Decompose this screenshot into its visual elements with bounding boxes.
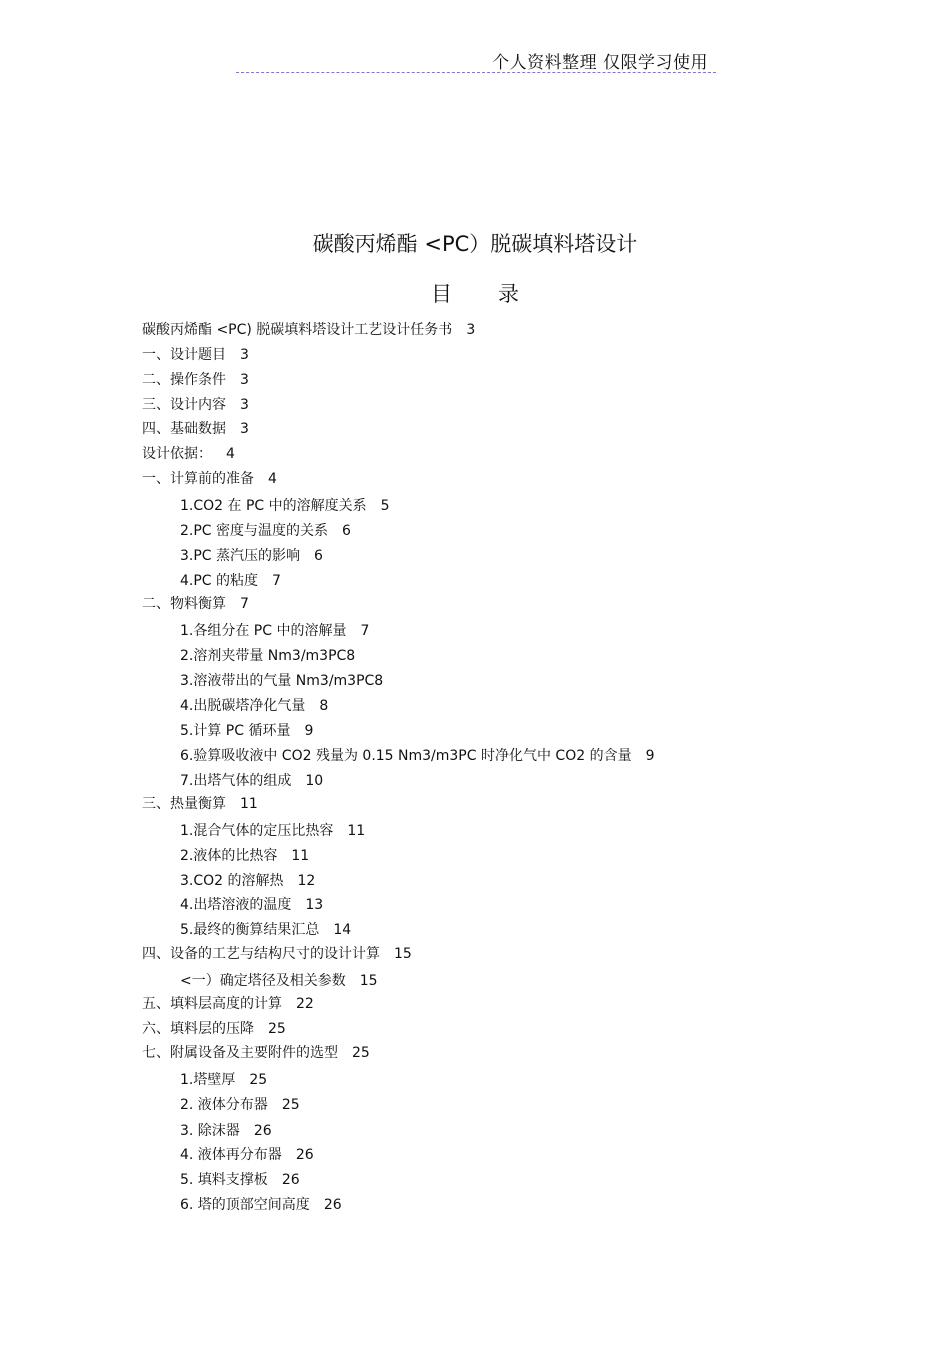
- toc-entry[interactable]: [142, 1017, 286, 1041]
- toc-entry-title: 3. 除沫器: [180, 1123, 240, 1139]
- toc-entry[interactable]: [180, 893, 323, 917]
- toc-entry-page: 3: [240, 372, 249, 388]
- toc-entry[interactable]: [180, 669, 383, 693]
- toc-entry[interactable]: [180, 1168, 300, 1192]
- toc-entry[interactable]: [180, 744, 655, 768]
- toc-entry[interactable]: [142, 942, 412, 966]
- toc-entry-title: 2.PC 密度与温度的关系: [180, 523, 329, 539]
- toc-entry[interactable]: [180, 619, 369, 643]
- toc-entry-page: 3: [466, 322, 476, 338]
- toc-entry-title: 碳酸丙烯酯 <PC) 脱碳填料塔设计工艺设计任务书: [142, 322, 453, 338]
- toc-entry[interactable]: [180, 869, 315, 893]
- toc-entry[interactable]: [180, 1143, 314, 1167]
- toc-entry-page: 6: [314, 548, 323, 564]
- toc-entry[interactable]: [180, 918, 351, 942]
- toc-entry[interactable]: [142, 442, 235, 466]
- toc-entry-page: 15: [359, 973, 378, 989]
- toc-entry-title: 二、物料衡算: [142, 596, 226, 612]
- toc-entry[interactable]: [180, 969, 378, 993]
- toc-entry-title: 6.验算吸收液中 CO2 残量为 0.15 Nm3/m3PC 时净化气中 CO2 的含量: [180, 748, 632, 764]
- toc-entry-page: 15: [394, 946, 412, 962]
- toc-entry-page: 13: [305, 897, 324, 913]
- toc-entry-title: 3.PC 蒸汽压的影响: [180, 548, 301, 564]
- toc-entry-page: 26: [323, 1197, 342, 1213]
- toc-entry[interactable]: [180, 519, 351, 543]
- toc-entry[interactable]: [180, 844, 309, 868]
- toc-entry[interactable]: [180, 1093, 300, 1117]
- toc-entry-page: 5: [380, 498, 390, 514]
- toc-entry-title: 1.各组分在 PC 中的溶解量: [180, 623, 347, 639]
- toc-entry[interactable]: [142, 1041, 370, 1065]
- toc-entry-title: 一、计算前的准备: [142, 471, 254, 487]
- toc-entry-page: 12: [297, 873, 316, 889]
- toc-entry-title: 1.塔壁厚: [180, 1072, 236, 1088]
- toc-entry-title: 三、设计内容: [142, 397, 226, 413]
- toc-entry[interactable]: [180, 1193, 342, 1217]
- toc-entry-title: 5. 填料支撑板: [180, 1172, 268, 1188]
- toc-entry[interactable]: [180, 1119, 272, 1143]
- toc-entry-title: 设计依据：: [142, 446, 212, 462]
- toc-entry[interactable]: [180, 494, 390, 518]
- toc-entry-page: 26: [281, 1172, 300, 1188]
- toc-heading: 目录: [431, 282, 565, 306]
- toc-entry[interactable]: [180, 769, 323, 793]
- header-text: 个人资料整理 仅限学习使用: [492, 53, 708, 73]
- toc-entry-page: 7: [360, 623, 370, 639]
- toc-entry-title: 4.出塔溶液的温度: [180, 897, 292, 913]
- toc-entry-title: 三、热量衡算: [142, 796, 226, 812]
- toc-entry-title: 4. 液体再分布器: [180, 1147, 282, 1163]
- toc-entry[interactable]: [180, 1068, 267, 1092]
- toc-entry-page: 6: [342, 523, 351, 539]
- toc-entry-title: 1.混合气体的定压比热容: [180, 823, 334, 839]
- toc-entry-page: 25: [249, 1072, 268, 1088]
- toc-entry-page: 11: [240, 796, 258, 812]
- toc-entry-title: 7.出塔气体的组成: [180, 773, 292, 789]
- toc-entry-page: 22: [296, 996, 314, 1012]
- toc-entry-title: 一、设计题目: [142, 347, 226, 363]
- toc-entry[interactable]: [180, 569, 281, 593]
- toc-entry[interactable]: [180, 719, 313, 743]
- toc-entry-title: 2.溶剂夹带量 Nm3/m3PC8: [180, 648, 356, 664]
- toc-entry-title: 1.CO2 在 PC 中的溶解度关系: [180, 498, 367, 514]
- toc-entry-page: 9: [304, 723, 314, 739]
- toc-entry[interactable]: [142, 592, 249, 616]
- toc-entry-title: 4.PC 的粘度: [180, 573, 259, 589]
- toc-entry[interactable]: [142, 393, 249, 417]
- toc-entry[interactable]: [180, 819, 365, 843]
- toc-entry-page: 9: [645, 748, 655, 764]
- toc-entry[interactable]: [180, 544, 323, 568]
- toc-entry-title: <一）确定塔径及相关参数: [180, 973, 346, 989]
- toc-entry-page: 26: [253, 1123, 272, 1139]
- toc-entry[interactable]: [142, 467, 277, 491]
- toc-entry-page: 3: [240, 397, 249, 413]
- toc-entry-page: 25: [281, 1097, 300, 1113]
- document-title: 碳酸丙烯酯 <PC）脱碳填料塔设计: [312, 232, 638, 256]
- toc-entry-page: 4: [268, 471, 277, 487]
- toc-entry-page: 14: [333, 922, 352, 938]
- toc-entry-page: 25: [352, 1045, 370, 1061]
- toc-entry[interactable]: [142, 318, 475, 342]
- toc-entry-title: 5.计算 PC 循环量: [180, 723, 291, 739]
- toc-entry-title: 2.液体的比热容: [180, 848, 278, 864]
- toc-entry[interactable]: [142, 792, 258, 816]
- toc-entry-page: 7: [240, 596, 249, 612]
- toc-entry-page: 11: [347, 823, 366, 839]
- toc-entry[interactable]: [142, 417, 249, 441]
- toc-entry-title: 六、填料层的压降: [142, 1021, 254, 1037]
- toc-entry-title: 5.最终的衡算结果汇总: [180, 922, 320, 938]
- toc-entry-title: 二、操作条件: [142, 372, 226, 388]
- toc-entry[interactable]: [180, 644, 355, 668]
- toc-entry[interactable]: [142, 992, 314, 1016]
- toc-entry-page: 7: [272, 573, 281, 589]
- toc-entry-title: 3.CO2 的溶解热: [180, 873, 284, 889]
- toc-entry-title: 6. 塔的顶部空间高度: [180, 1197, 310, 1213]
- toc-entry-page: 25: [268, 1021, 286, 1037]
- toc-entry[interactable]: [180, 694, 328, 718]
- toc-entry[interactable]: [142, 343, 249, 367]
- toc-entry-title: 4.出脱碳塔净化气量: [180, 698, 306, 714]
- toc-entry-page: 8: [319, 698, 329, 714]
- toc-entry-page: 26: [295, 1147, 314, 1163]
- toc-entry-page: 10: [305, 773, 324, 789]
- toc-entry-title: 七、附属设备及主要附件的选型: [142, 1045, 338, 1061]
- toc-entry-title: 四、基础数据: [142, 421, 226, 437]
- page-header: [236, 46, 716, 73]
- toc-entry-page: 3: [240, 421, 249, 437]
- toc-entry-title: 3.溶液带出的气量 Nm3/m3PC8: [180, 673, 384, 689]
- toc-entry-page: 4: [226, 446, 235, 462]
- toc-entry-title: 五、填料层高度的计算: [142, 996, 282, 1012]
- toc-entry-page: 11: [291, 848, 310, 864]
- toc-entry-page: 3: [240, 347, 249, 363]
- toc-entry-title: 2. 液体分布器: [180, 1097, 268, 1113]
- toc-entry[interactable]: [142, 368, 249, 392]
- toc-entry-title: 四、设备的工艺与结构尺寸的设计计算: [142, 946, 380, 962]
